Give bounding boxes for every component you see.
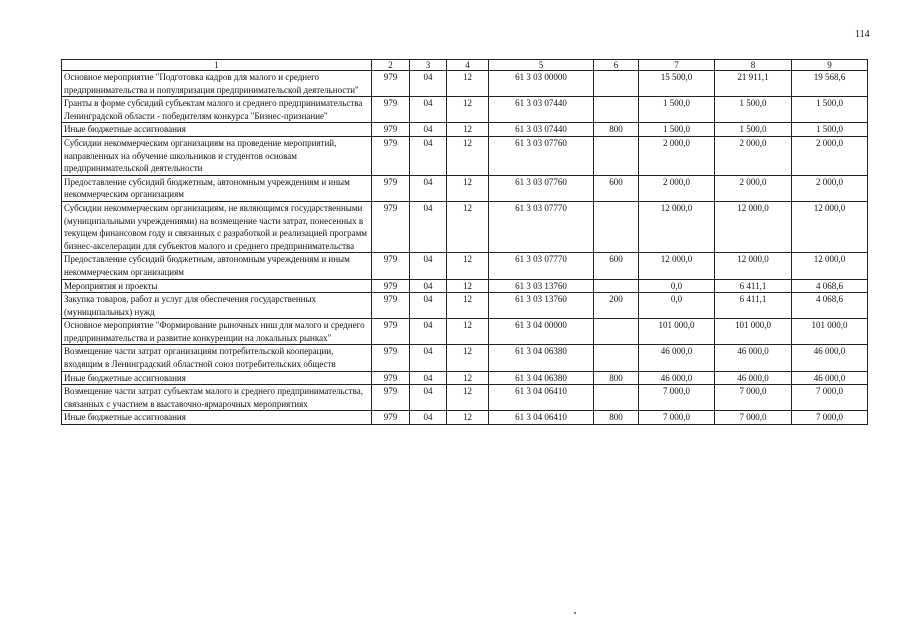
amount-year2-cell: 46 000,0 (715, 345, 792, 371)
admin-code-cell: 979 (372, 253, 410, 279)
table-row (62, 175, 868, 201)
section-cell: 04 (410, 175, 447, 201)
admin-code-cell: 979 (372, 201, 410, 252)
column-header: 7 (639, 60, 715, 71)
target-article-cell: 61 3 03 13760 (489, 293, 594, 319)
amount-year1-cell: 7 000,0 (639, 385, 715, 411)
target-article-cell: 61 3 03 07770 (489, 201, 594, 252)
row-name-cell: Закупка товаров, работ и услуг для обеспечения государственных (муниципальных) нужд (62, 293, 372, 319)
column-header: 5 (489, 60, 594, 71)
section-cell: 04 (410, 371, 447, 385)
amount-year2-cell: 46 000,0 (715, 371, 792, 385)
column-header: 6 (594, 60, 639, 71)
subsection-cell: 12 (447, 411, 489, 425)
row-name-cell: Иные бюджетные ассигнования (62, 123, 372, 137)
amount-year3-cell: 46 000,0 (792, 371, 868, 385)
target-article-cell: 61 3 03 07440 (489, 97, 594, 123)
section-cell: 04 (410, 136, 447, 175)
expense-type-cell (594, 97, 639, 123)
amount-year1-cell: 2 000,0 (639, 175, 715, 201)
column-header: 9 (792, 60, 868, 71)
amount-year1-cell: 12 000,0 (639, 201, 715, 252)
amount-year3-cell: 46 000,0 (792, 345, 868, 371)
target-article-cell: 61 3 04 00000 (489, 319, 594, 345)
expense-type-cell (594, 71, 639, 97)
section-cell: 04 (410, 293, 447, 319)
admin-code-cell: 979 (372, 293, 410, 319)
expense-type-cell: 800 (594, 123, 639, 137)
subsection-cell: 12 (447, 253, 489, 279)
amount-year3-cell: 1 500,0 (792, 97, 868, 123)
table-row (62, 385, 868, 411)
subsection-cell: 12 (447, 345, 489, 371)
amount-year3-cell: 1 500,0 (792, 123, 868, 137)
amount-year2-cell: 21 911,1 (715, 71, 792, 97)
table-row (62, 136, 868, 175)
amount-year1-cell: 1 500,0 (639, 123, 715, 137)
amount-year2-cell: 7 000,0 (715, 411, 792, 425)
amount-year2-cell: 12 000,0 (715, 253, 792, 279)
section-cell: 04 (410, 97, 447, 123)
admin-code-cell: 979 (372, 123, 410, 137)
subsection-cell: 12 (447, 71, 489, 97)
amount-year1-cell: 46 000,0 (639, 371, 715, 385)
expense-type-cell: 600 (594, 175, 639, 201)
amount-year1-cell: 7 000,0 (639, 411, 715, 425)
amount-year2-cell: 1 500,0 (715, 97, 792, 123)
subsection-cell: 12 (447, 97, 489, 123)
amount-year2-cell: 2 000,0 (715, 175, 792, 201)
expense-type-cell: 600 (594, 253, 639, 279)
target-article-cell: 61 3 04 06410 (489, 411, 594, 425)
table-row (62, 319, 868, 345)
amount-year2-cell: 101 000,0 (715, 319, 792, 345)
expense-type-cell (594, 345, 639, 371)
amount-year2-cell: 12 000,0 (715, 201, 792, 252)
expense-type-cell: 200 (594, 293, 639, 319)
amount-year3-cell: 2 000,0 (792, 175, 868, 201)
row-name-cell: Основное мероприятие "Подготовка кадров для малого и среднего предпринимательства и популяризация предпринимательской деятельности" (62, 71, 372, 97)
row-name-cell: Иные бюджетные ассигнования (62, 371, 372, 385)
table-row (62, 293, 868, 319)
target-article-cell: 61 3 03 07440 (489, 123, 594, 137)
column-header: 3 (410, 60, 447, 71)
row-name-cell: Возмещение части затрат субъектам малого и среднего предпринимательства, связанных с участием в выставочно-ярмарочных мероприятиях (62, 385, 372, 411)
row-name-cell: Субсидии некоммерческим организациям на проведение мероприятий, направленных на обучение школьников и студентов основам предпринимательской деятельности (62, 136, 372, 175)
amount-year1-cell: 2 000,0 (639, 136, 715, 175)
target-article-cell: 61 3 03 00000 (489, 71, 594, 97)
admin-code-cell: 979 (372, 97, 410, 123)
target-article-cell: 61 3 04 06410 (489, 385, 594, 411)
section-cell: 04 (410, 279, 447, 293)
amount-year1-cell: 12 000,0 (639, 253, 715, 279)
row-name-cell: Мероприятия и проекты (62, 279, 372, 293)
table-row (62, 201, 868, 252)
table-body (62, 71, 868, 425)
amount-year1-cell: 101 000,0 (639, 319, 715, 345)
target-article-cell: 61 3 04 06380 (489, 345, 594, 371)
row-name-cell: Основное мероприятие "Формирование рыночных ниш для малого и среднего предпринимательства и развитие конкуренции на локальных рынках" (62, 319, 372, 345)
subsection-cell: 12 (447, 385, 489, 411)
budget-table (61, 59, 868, 425)
amount-year2-cell: 2 000,0 (715, 136, 792, 175)
table-row (62, 97, 868, 123)
admin-code-cell: 979 (372, 411, 410, 425)
amount-year1-cell: 46 000,0 (639, 345, 715, 371)
expense-type-cell (594, 279, 639, 293)
column-header: 4 (447, 60, 489, 71)
table-row (62, 411, 868, 425)
row-name-cell: Гранты в форме субсидий субъектам малого и среднего предпринимательства Ленинградской области - победителям конкурса "Бизнес-признание" (62, 97, 372, 123)
section-cell: 04 (410, 71, 447, 97)
table-row (62, 253, 868, 279)
section-cell: 04 (410, 253, 447, 279)
subsection-cell: 12 (447, 201, 489, 252)
amount-year3-cell: 4 068,6 (792, 279, 868, 293)
row-name-cell: Возмещение части затрат организациям потребительской кооперации, входящим в Ленинградский областной союз потребительских обществ (62, 345, 372, 371)
section-cell: 04 (410, 319, 447, 345)
amount-year3-cell: 101 000,0 (792, 319, 868, 345)
expense-type-cell (594, 136, 639, 175)
amount-year2-cell: 7 000,0 (715, 385, 792, 411)
expense-type-cell: 800 (594, 371, 639, 385)
amount-year3-cell: 12 000,0 (792, 253, 868, 279)
admin-code-cell: 979 (372, 71, 410, 97)
subsection-cell: 12 (447, 293, 489, 319)
row-name-cell: Субсидии некоммерческим организациям, не являющимся государственными (муниципальными учреждениями) на возмещение части затрат, понесенных в текущем финансовом году и связанных с разработкой и реализацией программ бизнес-акселерации для субъектов малого и среднего предпринимательства (62, 201, 372, 252)
amount-year2-cell: 1 500,0 (715, 123, 792, 137)
row-name-cell: Предоставление субсидий бюджетным, автономным учреждениям и иным некоммерческим организациям (62, 253, 372, 279)
column-header: 8 (715, 60, 792, 71)
row-name-cell: Предоставление субсидий бюджетным, автономным учреждениям и иным некоммерческим организациям (62, 175, 372, 201)
column-header: 1 (62, 60, 372, 71)
admin-code-cell: 979 (372, 136, 410, 175)
target-article-cell: 61 3 04 06380 (489, 371, 594, 385)
amount-year3-cell: 7 000,0 (792, 411, 868, 425)
target-article-cell: 61 3 03 13760 (489, 279, 594, 293)
row-name-cell: Иные бюджетные ассигнования (62, 411, 372, 425)
amount-year2-cell: 6 411,1 (715, 293, 792, 319)
target-article-cell: 61 3 03 07760 (489, 136, 594, 175)
column-header: 2 (372, 60, 410, 71)
amount-year1-cell: 15 500,0 (639, 71, 715, 97)
amount-year1-cell: 1 500,0 (639, 97, 715, 123)
subsection-cell: 12 (447, 136, 489, 175)
header-row (62, 60, 868, 71)
amount-year3-cell: 7 000,0 (792, 385, 868, 411)
table-row (62, 123, 868, 137)
table-row (62, 345, 868, 371)
subsection-cell: 12 (447, 279, 489, 293)
table-row (62, 71, 868, 97)
section-cell: 04 (410, 411, 447, 425)
admin-code-cell: 979 (372, 279, 410, 293)
subsection-cell: 12 (447, 371, 489, 385)
amount-year1-cell: 0,0 (639, 293, 715, 319)
scan-speck (574, 612, 576, 614)
expense-type-cell (594, 201, 639, 252)
amount-year3-cell: 19 568,6 (792, 71, 868, 97)
section-cell: 04 (410, 201, 447, 252)
admin-code-cell: 979 (372, 175, 410, 201)
subsection-cell: 12 (447, 319, 489, 345)
section-cell: 04 (410, 385, 447, 411)
amount-year1-cell: 0,0 (639, 279, 715, 293)
target-article-cell: 61 3 03 07760 (489, 175, 594, 201)
admin-code-cell: 979 (372, 345, 410, 371)
table-row (62, 279, 868, 293)
expense-type-cell: 800 (594, 411, 639, 425)
section-cell: 04 (410, 123, 447, 137)
target-article-cell: 61 3 03 07770 (489, 253, 594, 279)
expense-type-cell (594, 319, 639, 345)
admin-code-cell: 979 (372, 371, 410, 385)
amount-year3-cell: 12 000,0 (792, 201, 868, 252)
table-row (62, 371, 868, 385)
amount-year2-cell: 6 411,1 (715, 279, 792, 293)
amount-year3-cell: 2 000,0 (792, 136, 868, 175)
expense-type-cell (594, 385, 639, 411)
subsection-cell: 12 (447, 175, 489, 201)
amount-year3-cell: 4 068,6 (792, 293, 868, 319)
section-cell: 04 (410, 345, 447, 371)
subsection-cell: 12 (447, 123, 489, 137)
admin-code-cell: 979 (372, 385, 410, 411)
admin-code-cell: 979 (372, 319, 410, 345)
page-number: 114 (855, 29, 870, 40)
